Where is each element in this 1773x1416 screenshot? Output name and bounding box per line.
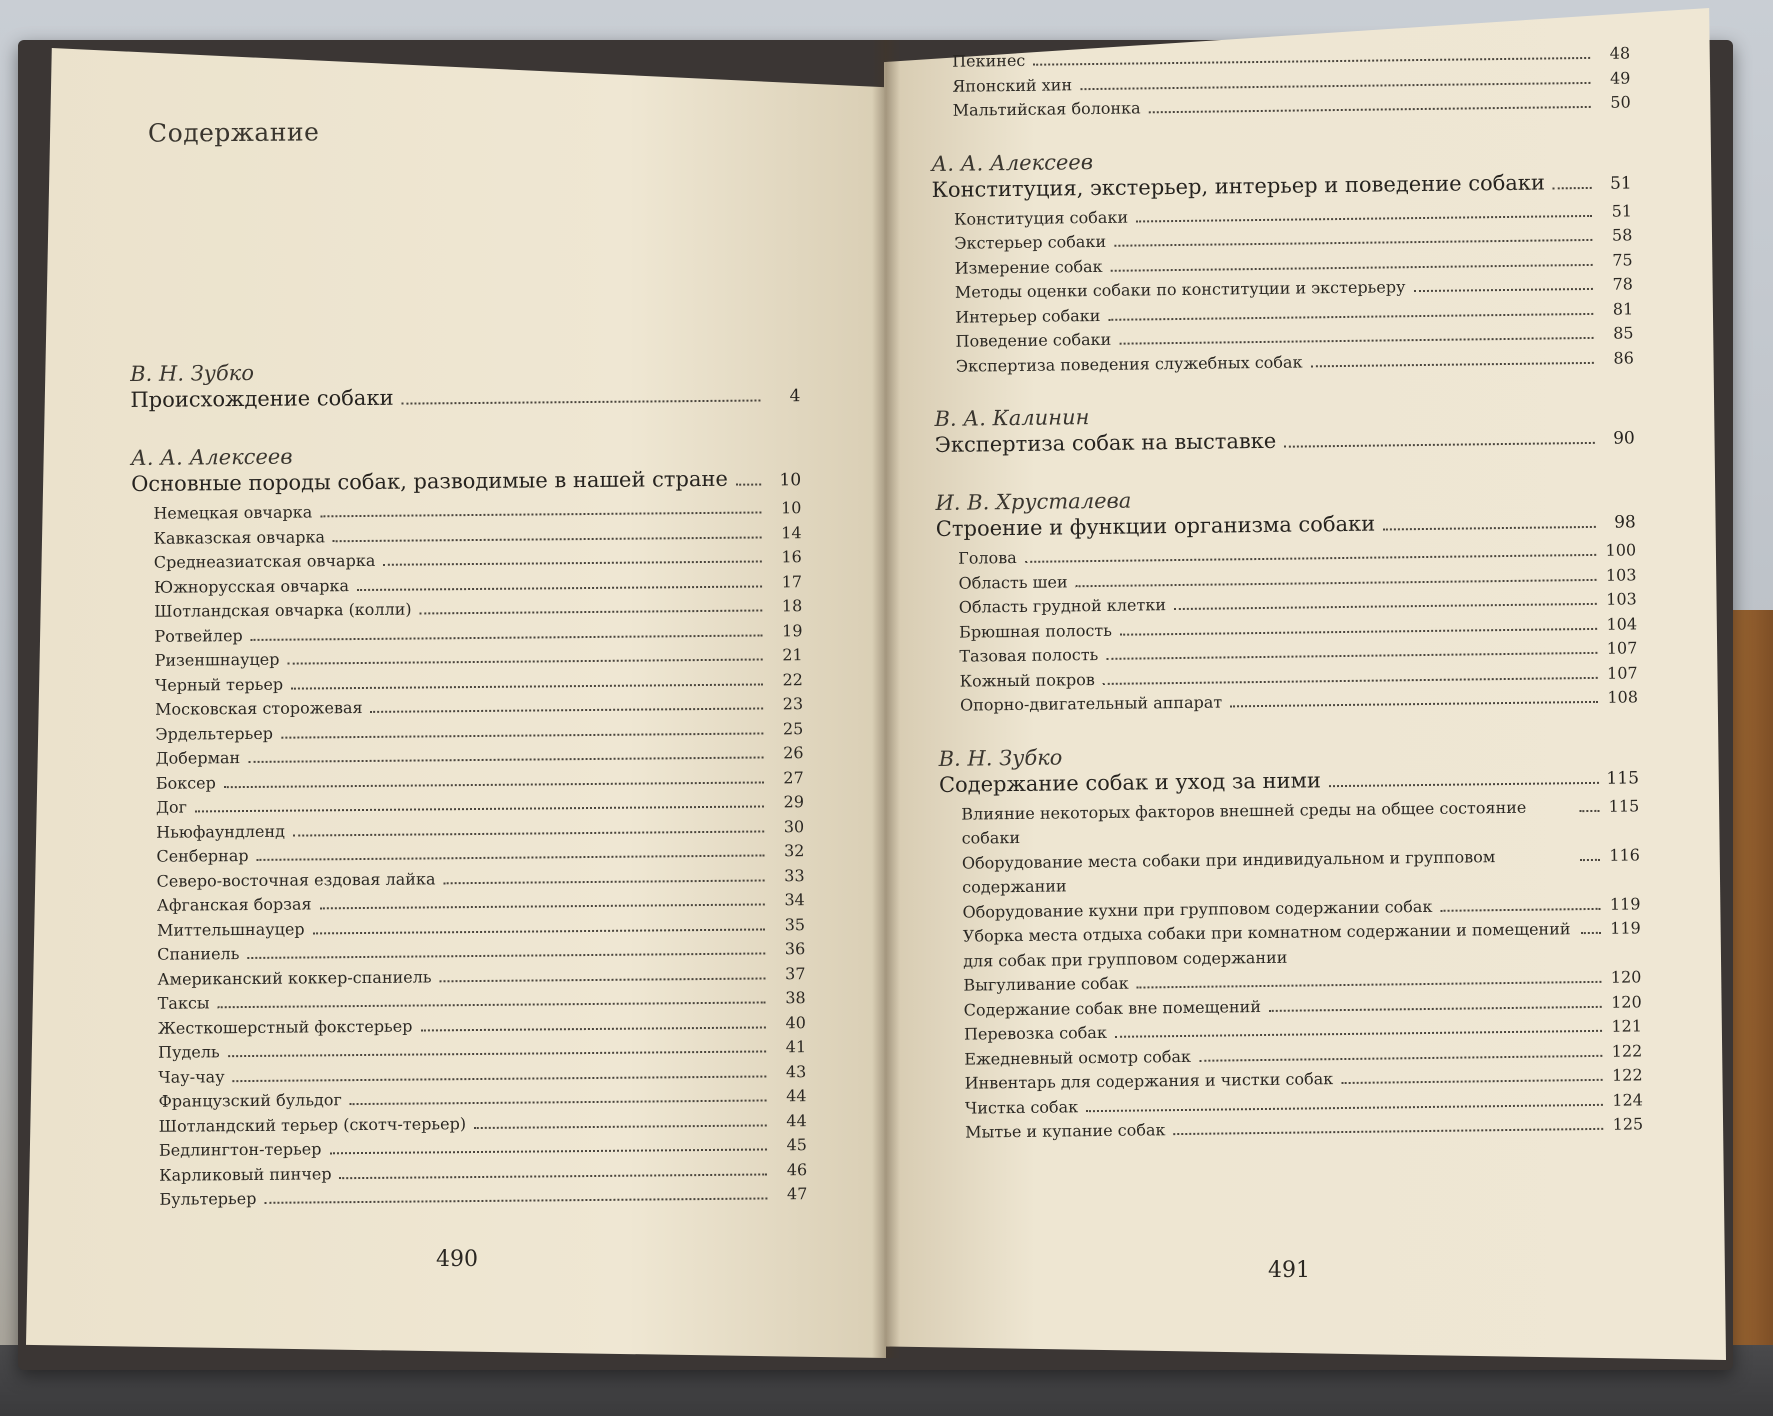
page-ref: 78 <box>1612 274 1634 294</box>
entry-title: Шотландская овчарка (колли) <box>154 599 412 621</box>
dot-leader <box>1119 337 1593 345</box>
entry-title: Бультерьер <box>159 1188 257 1209</box>
dot-leader <box>1581 932 1601 934</box>
entry-title: Конституция собаки <box>953 207 1129 229</box>
page-ref: 32 <box>783 841 805 861</box>
entry-title: Миттельшнауцер <box>156 918 305 940</box>
page-ref: 4 <box>789 386 801 407</box>
toc-entry <box>941 916 1642 974</box>
dot-leader <box>233 1075 767 1082</box>
page-ref: 122 <box>1611 1040 1643 1061</box>
entry-title: Пекинес <box>952 50 1026 71</box>
page-ref: 47 <box>786 1184 808 1204</box>
entry-title: Оборудование места собаки при индивидуальном и групповом содержании <box>961 846 1496 897</box>
entry-title: Эрдельтерьер <box>155 723 274 744</box>
dot-leader <box>1579 809 1599 811</box>
dot-leader <box>350 1099 767 1105</box>
entry-title: Кавказская овчарка <box>153 526 326 548</box>
page-ref: 33 <box>784 865 805 885</box>
dot-leader <box>420 609 763 614</box>
dot-leader <box>1383 526 1596 531</box>
dot-leader <box>248 756 763 762</box>
toc-entry <box>940 843 1641 901</box>
dot-leader <box>1174 1128 1604 1135</box>
author-name: А. А. Алексеев <box>931 149 1094 176</box>
dot-leader <box>736 483 761 485</box>
page-ref: 103 <box>1606 589 1637 609</box>
dot-leader <box>291 683 763 689</box>
entry-title: Московская сторожевая <box>155 697 363 719</box>
dot-leader <box>329 1148 767 1154</box>
dot-leader <box>1080 81 1590 89</box>
page-ref: 107 <box>1606 638 1638 658</box>
page-ref: 18 <box>781 596 803 616</box>
section-row <box>131 466 801 496</box>
page-ref: 10 <box>780 498 802 518</box>
dot-leader <box>1149 106 1591 113</box>
page-ref: 44 <box>786 1110 807 1130</box>
spacer <box>935 454 1635 481</box>
dot-leader <box>474 1124 767 1129</box>
dot-leader <box>293 830 764 836</box>
page-ref: 16 <box>781 547 802 567</box>
page-ref: 38 <box>785 988 806 1008</box>
page-ref: 107 <box>1606 662 1638 683</box>
entry-title: Черный терьер <box>154 674 284 695</box>
page-ref: 26 <box>783 743 804 763</box>
page-ref: 81 <box>1612 298 1634 319</box>
section-title: Происхождение собаки <box>130 385 394 412</box>
page-ref: 121 <box>1611 1016 1643 1036</box>
entry-title: Южнорусская овчарка <box>153 575 350 597</box>
page-ref: 19 <box>782 620 803 640</box>
page-ref: 43 <box>785 1061 807 1081</box>
entry-title: Оборудование кухни при групповом содержании собак <box>962 896 1433 922</box>
dot-leader <box>1114 239 1592 247</box>
dot-leader <box>357 585 762 591</box>
entry-title: Шотландский терьер (скотч-терьер) <box>158 1113 467 1136</box>
page-ref: 22 <box>782 669 803 689</box>
dot-leader <box>1284 442 1595 448</box>
page-ref: 36 <box>784 939 806 959</box>
page-ref: 125 <box>1612 1114 1644 1134</box>
entry-title: Японский хин <box>952 74 1073 96</box>
entry-title: Тазовая полость <box>959 644 1099 666</box>
page-ref: 86 <box>1613 347 1634 368</box>
dot-leader <box>1174 603 1597 610</box>
entry-title: Спаниель <box>157 944 240 964</box>
entry-title: Область грудной клетки <box>958 595 1167 617</box>
page-ref: 119 <box>1610 918 1641 938</box>
dot-leader <box>1086 1103 1603 1111</box>
entry-title: Уборка места отдыха собаки при комнатном содержании и помещений для собак при групповом содержании <box>962 919 1571 971</box>
entry-title: Голова <box>958 547 1017 568</box>
dot-leader <box>443 879 764 884</box>
entry-title: Методы оценки собаки по конституции и экстерьеру <box>954 277 1406 302</box>
entry-title: Чау-чау <box>158 1066 225 1087</box>
page-ref: 58 <box>1611 225 1633 245</box>
page-ref: 29 <box>783 792 805 812</box>
dot-leader <box>333 536 762 542</box>
dot-leader <box>264 1197 767 1203</box>
page-ref: 34 <box>784 890 805 910</box>
dot-leader <box>371 707 764 712</box>
dot-leader <box>195 805 764 812</box>
page-ref: 100 <box>1605 540 1637 560</box>
entry-title: Мальтийская болонка <box>952 98 1141 120</box>
dot-leader <box>1108 312 1593 320</box>
dot-leader <box>420 1026 765 1031</box>
dot-leader <box>1269 1005 1602 1011</box>
page-ref: 17 <box>781 571 803 591</box>
entry-title: Ротвейлер <box>154 625 243 646</box>
entry-title: Брюшная полость <box>958 620 1113 642</box>
page-ref: 50 <box>1610 92 1631 112</box>
dot-leader <box>281 732 763 738</box>
page-ref: 51 <box>1609 172 1632 194</box>
page-ref: 45 <box>786 1135 808 1155</box>
dot-leader <box>1311 361 1594 366</box>
page-ref: 25 <box>782 718 804 738</box>
entry-title: Северо-восточная ездовая лайка <box>156 868 436 891</box>
page-ref: 124 <box>1612 1089 1643 1110</box>
page-ref: 27 <box>783 767 804 787</box>
page-ref: 49 <box>1609 67 1631 88</box>
entry-title: Доберман <box>155 748 241 768</box>
entry-title: Чистка собак <box>964 1096 1079 1118</box>
dot-leader <box>251 634 763 640</box>
page-ref: 40 <box>785 1012 806 1032</box>
section-row <box>130 382 800 412</box>
page-ref: 116 <box>1609 844 1640 865</box>
page-ref: 115 <box>1608 795 1640 816</box>
page-ref: 37 <box>785 963 806 983</box>
page-ref: 44 <box>786 1086 807 1106</box>
dot-leader <box>1199 1054 1602 1061</box>
dot-leader <box>1111 263 1593 271</box>
entry-title: Пудель <box>158 1042 220 1062</box>
dot-leader <box>383 560 762 565</box>
dot-leader <box>1137 981 1602 989</box>
page-number-left: 490 <box>436 1247 478 1272</box>
left-toc-column <box>130 346 807 1212</box>
dot-leader <box>1136 214 1592 222</box>
author-name: И. В. Хрусталева <box>935 488 1132 515</box>
dot-leader <box>257 854 765 860</box>
author-name: В. А. Калинин <box>934 405 1090 431</box>
entry-title: Ежедневный осмотр собак <box>964 1046 1192 1069</box>
page-ref: 14 <box>781 522 802 542</box>
page-ref: 122 <box>1611 1065 1643 1085</box>
entry-title: Среднеазиатская овчарка <box>153 550 376 572</box>
dot-leader <box>1025 554 1596 563</box>
page-number-right: 491 <box>1268 1258 1310 1283</box>
page-ref: 119 <box>1609 893 1641 914</box>
section-title: Содержание собак и уход за ними <box>938 767 1322 797</box>
dot-leader <box>287 658 762 664</box>
entry-title: Немецкая овчарка <box>153 502 313 523</box>
toc-entry <box>939 794 1640 852</box>
dot-leader <box>320 511 761 517</box>
entry-title: Французский бульдог <box>158 1090 342 1111</box>
entry-title: Дог <box>155 797 188 817</box>
entry-title: Таксы <box>157 993 210 1013</box>
page-ref: 51 <box>1611 200 1633 221</box>
dot-leader <box>1076 578 1597 586</box>
author-name: А. А. Алексеев <box>130 444 293 470</box>
section-title: Конституция, экстерьер, интерьер и поведение собаки <box>931 169 1546 202</box>
entry-title: Ньюфаундленд <box>156 821 286 842</box>
dot-leader <box>1033 57 1590 66</box>
entry-title: Выгуливание собак <box>963 973 1129 995</box>
dot-leader <box>1115 1030 1602 1038</box>
dot-leader <box>218 1001 766 1008</box>
entry-title: Опорно-двигательный аппарат <box>959 692 1223 715</box>
page-ref: 120 <box>1611 991 1642 1012</box>
entry-title: Инвентарь для содержания и чистки собак <box>964 1069 1334 1093</box>
entry-title: Американский коккер-спаниель <box>157 966 432 989</box>
entry-title: Ризеншнауцер <box>154 649 280 670</box>
dot-leader <box>228 1050 766 1057</box>
dot-leader <box>1329 781 1599 786</box>
page-ref: 23 <box>782 694 804 714</box>
page-ref: 10 <box>779 470 802 491</box>
page-ref: 21 <box>782 645 803 665</box>
entry-title: Экстерьер собаки <box>954 231 1107 253</box>
dot-leader <box>340 1173 768 1179</box>
page-ref: 104 <box>1606 613 1638 634</box>
page-ref: 30 <box>783 816 805 836</box>
entry-title: Перевозка собак <box>963 1022 1108 1044</box>
dot-leader <box>1103 676 1598 684</box>
entry-title: Боксер <box>155 772 216 793</box>
entry-title: Влияние некоторых факторов внешней среды на общее состояние собаки <box>961 797 1527 848</box>
right-toc-column <box>930 41 1643 1145</box>
dot-leader <box>402 400 761 405</box>
dot-leader <box>1230 701 1598 707</box>
author-name: В. Н. Зубко <box>130 360 255 386</box>
dot-leader <box>1440 907 1600 911</box>
entry-title: Кожный покров <box>959 669 1095 691</box>
entry-title: Интерьер собаки <box>955 305 1101 327</box>
entry-title: Сенбернар <box>156 845 249 866</box>
entry-title: Бедлингтон-терьер <box>158 1139 322 1160</box>
spacer <box>131 412 801 436</box>
contents-title: Содержание <box>147 117 320 148</box>
section-title: Основные породы собак, разводимые в нашей стране <box>131 466 728 496</box>
page-ref: 75 <box>1612 249 1633 270</box>
author-name: В. Н. Зубко <box>938 744 1063 771</box>
page-ref: 98 <box>1614 512 1636 533</box>
dot-leader <box>440 977 766 982</box>
entry-title: Афганская борзая <box>156 894 312 915</box>
dot-leader <box>1106 652 1597 660</box>
dot-leader <box>320 903 765 909</box>
entry-title: Измерение собак <box>954 256 1103 278</box>
entry-title: Мытье и купание собак <box>965 1120 1166 1142</box>
dot-leader <box>1341 1079 1602 1084</box>
entry-title: Жесткошерстный фокстерьер <box>157 1016 413 1038</box>
dot-leader <box>247 952 765 959</box>
dot-leader <box>313 928 765 934</box>
entry-title: Область шеи <box>958 571 1068 593</box>
page-ref: 120 <box>1610 967 1642 987</box>
page-ref: 85 <box>1613 323 1634 343</box>
entry-title: Карликовый пинчер <box>159 1163 332 1185</box>
page-ref: 48 <box>1609 43 1631 63</box>
dot-leader <box>224 781 764 788</box>
page-ref: 41 <box>785 1037 807 1057</box>
entry-title: Экспертиза поведения служебных собак <box>955 351 1303 376</box>
entry-title: Содержание собак вне помещений <box>963 996 1262 1020</box>
entry-title: Поведение собаки <box>955 329 1112 351</box>
book-gutter <box>872 40 900 1358</box>
dot-leader <box>1120 627 1597 635</box>
page-ref: 115 <box>1606 767 1640 789</box>
page-ref: 35 <box>784 914 806 934</box>
dot-leader <box>1580 858 1600 860</box>
section-title: Экспертиза собак на выставке <box>934 428 1277 457</box>
section-title: Строение и функции организма собаки <box>935 511 1376 541</box>
page-ref: 103 <box>1605 564 1637 585</box>
page-ref: 46 <box>786 1159 808 1179</box>
page-ref: 90 <box>1613 428 1635 449</box>
dot-leader <box>1414 288 1593 292</box>
dot-leader <box>1553 186 1592 188</box>
page-ref: 108 <box>1607 687 1639 707</box>
